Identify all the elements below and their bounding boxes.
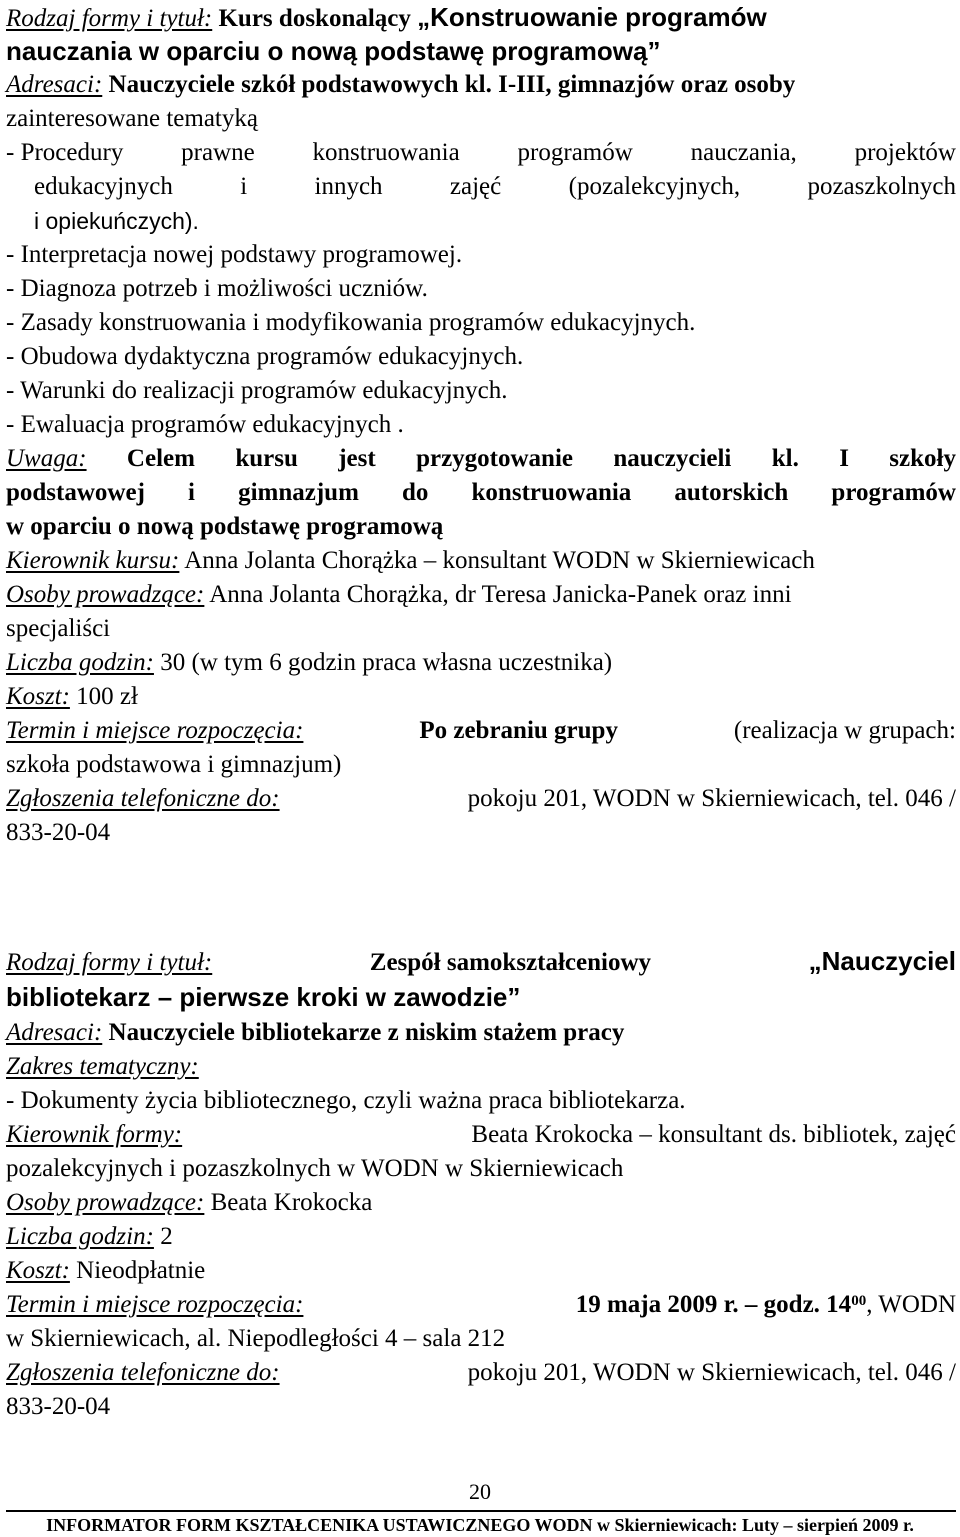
course2-start-place: , WODN bbox=[866, 1291, 956, 1318]
course1-note-line1 bbox=[6, 442, 956, 476]
course1-manager-value: Anna Jolanta Chorążka – konsultant WODN w Skierniewicach bbox=[184, 547, 815, 574]
word: nauczycieli bbox=[613, 445, 732, 472]
word: konstruowania bbox=[312, 139, 460, 166]
course2-leaders-label: Osoby prowadzące: bbox=[6, 1189, 205, 1216]
word: innych bbox=[314, 173, 383, 200]
course2-phone-value: pokoju 201, WODN w Skierniewicach, tel. 046 / bbox=[467, 1359, 956, 1386]
course2-title-line bbox=[6, 944, 956, 978]
section-gap bbox=[6, 850, 956, 944]
course2-cost-line bbox=[6, 1254, 956, 1288]
course1-hours-value: 30 (w tym 6 godzin praca własna uczestnika) bbox=[160, 649, 613, 676]
course1-leaders-line bbox=[6, 578, 956, 612]
page-number: 20 bbox=[469, 1479, 491, 1504]
course1-phone-value: pokoju 201, WODN w Skierniewicach, tel. 046 / bbox=[467, 785, 956, 812]
course2-start-line bbox=[6, 1288, 956, 1322]
course2-title-line2: bibliotekarz – pierwsze kroki w zawodzie” bbox=[6, 982, 521, 1012]
word: Celem bbox=[126, 445, 195, 472]
course1-start-line2: szkoła podstawowa i gimnazjum) bbox=[6, 751, 342, 778]
course2-leaders-line bbox=[6, 1186, 956, 1220]
word: jest bbox=[338, 445, 376, 472]
course1-topic-item1-line2 bbox=[6, 170, 956, 204]
course2-addressees-label: Adresaci: bbox=[6, 1019, 103, 1046]
word: (pozalekcyjnych, bbox=[568, 173, 741, 200]
course1-topic-item1-line3: i opiekuńczych). bbox=[34, 208, 199, 234]
course1-note-line2 bbox=[6, 476, 956, 510]
word: przygotowanie bbox=[416, 445, 573, 472]
word: gimnazjum bbox=[238, 479, 359, 506]
course1-topic-item1 bbox=[6, 136, 956, 170]
course1-topic-item: - Obudowa dydaktyczna programów edukacyjnych. bbox=[6, 343, 524, 370]
word: projektów bbox=[854, 139, 956, 166]
course1-topic-item: - Interpretacja nowej podstawy programowej. bbox=[6, 241, 463, 268]
course1-cost-value: 100 zł bbox=[76, 683, 138, 710]
word: pozaszkolnych bbox=[807, 173, 956, 200]
course1-cost-line bbox=[6, 680, 956, 714]
course1-phone-line bbox=[6, 782, 956, 816]
course1-hours-line bbox=[6, 646, 956, 680]
word: edukacyjnych bbox=[34, 173, 173, 200]
course2-start-line2: w Skierniewicach, al. Niepodległości 4 – sala 212 bbox=[6, 1325, 506, 1352]
course2-scope-item: - Dokumenty życia bibliotecznego, czyli ważna praca bibliotekarza. bbox=[6, 1087, 686, 1114]
course2-phone-line2: 833-20-04 bbox=[6, 1393, 111, 1420]
course2-scope-line bbox=[6, 1050, 956, 1084]
word: podstawowej bbox=[6, 479, 145, 506]
course2-title-prefix: Zespół samokształceniowy bbox=[369, 949, 652, 976]
course1-leaders-label: Osoby prowadzące: bbox=[6, 581, 205, 608]
course1-start-label: Termin i miejsce rozpoczęcia: bbox=[6, 717, 304, 744]
course1-title-prefix: Kurs doskonalący bbox=[218, 5, 411, 32]
course1-hours-label: Liczba godzin: bbox=[6, 649, 154, 676]
course1-start-line bbox=[6, 714, 956, 748]
course2-hours-value: 2 bbox=[160, 1223, 173, 1250]
course2-leaders-value: Beata Krokocka bbox=[210, 1189, 373, 1216]
footer-text: INFORMATOR FORM KSZTAŁCENIKA USTAWICZNEGO WODN w Skierniewicach: Luty – sierpień 2009 r. bbox=[46, 1515, 914, 1535]
course1-manager-line bbox=[6, 544, 956, 578]
word: konstruowania bbox=[471, 479, 632, 506]
course1-title-quote: „Konstruowanie programów bbox=[417, 2, 767, 32]
course2-manager-line bbox=[6, 1118, 956, 1152]
course2-manager-line2: pozalekcyjnych i pozaszkolnych w WODN w Skierniewicach bbox=[6, 1155, 624, 1182]
word: autorskich bbox=[674, 479, 789, 506]
course1-leaders-line2: specjaliści bbox=[6, 615, 111, 642]
word: - Procedury bbox=[6, 139, 124, 166]
course2-cost-label: Koszt: bbox=[6, 1257, 70, 1284]
word: i bbox=[240, 173, 248, 200]
footer-divider bbox=[6, 1510, 956, 1512]
course1-note-label: Uwaga: bbox=[6, 445, 87, 472]
word: prawne bbox=[181, 139, 255, 166]
course2-addressees-value: Nauczyciele bibliotekarze z niskim stażem pracy bbox=[108, 1019, 625, 1046]
course2-addressees-line bbox=[6, 1016, 956, 1050]
course1-start-rest: (realizacja w grupach: bbox=[733, 717, 956, 744]
course2-phone-line bbox=[6, 1356, 956, 1390]
course1-topic-item: - Ewaluacja programów edukacyjnych . bbox=[6, 411, 404, 438]
course1-manager-label: Kierownik kursu: bbox=[6, 547, 180, 574]
course2-title-quote: „Nauczyciel bbox=[808, 946, 956, 976]
course1-note-line3: w oparciu o nową podstawę programową bbox=[6, 513, 444, 540]
course2-start-superscript: 00 bbox=[851, 1293, 867, 1309]
course1-addressees-label: Adresaci: bbox=[6, 71, 103, 98]
course2-manager-label: Kierownik formy: bbox=[6, 1121, 183, 1148]
course1-topic-item: - Zasady konstruowania i modyfikowania programów edukacyjnych. bbox=[6, 309, 696, 336]
course2-manager-value: Beata Krokocka – konsultant ds. bibliotek, zajęć bbox=[471, 1121, 956, 1148]
course2-start-date: 19 maja 2009 r. – godz. 14 bbox=[575, 1291, 852, 1318]
word: i bbox=[188, 479, 195, 506]
course2-hours-label: Liczba godzin: bbox=[6, 1223, 154, 1250]
course2-title-label: Rodzaj formy i tytuł: bbox=[6, 949, 213, 976]
course1-addressees-line bbox=[6, 68, 956, 102]
course2-scope-label: Zakres tematyczny: bbox=[6, 1053, 199, 1080]
course1-cost-label: Koszt: bbox=[6, 683, 70, 710]
word: zajęć bbox=[449, 173, 502, 200]
course2-hours-line bbox=[6, 1220, 956, 1254]
word: kursu bbox=[235, 445, 298, 472]
course1-topic-item: - Warunki do realizacji programów edukacyjnych. bbox=[6, 377, 508, 404]
course1-addressees-line2: zainteresowane tematyką bbox=[6, 105, 258, 132]
word: kl. bbox=[771, 445, 799, 472]
course2-phone-label: Zgłoszenia telefoniczne do: bbox=[6, 1359, 280, 1386]
document-page bbox=[6, 0, 956, 1424]
course2-start-label: Termin i miejsce rozpoczęcia: bbox=[6, 1291, 304, 1318]
word: programów bbox=[831, 479, 956, 506]
word: szkoły bbox=[889, 445, 956, 472]
course1-phone-line2: 833-20-04 bbox=[6, 819, 111, 846]
course1-leaders-value: Anna Jolanta Chorążka, dr Teresa Janicka-Panek oraz inni bbox=[209, 581, 792, 608]
course1-start-value: Po zebraniu grupy bbox=[419, 717, 618, 744]
word: programów bbox=[517, 139, 633, 166]
word: do bbox=[402, 479, 429, 506]
course1-title-line bbox=[6, 0, 956, 34]
word: I bbox=[839, 445, 849, 472]
course1-phone-label: Zgłoszenia telefoniczne do: bbox=[6, 785, 280, 812]
course1-addressees-value: Nauczyciele szkół podstawowych kl. I-III, gimnazjów oraz osoby bbox=[108, 71, 796, 98]
course1-title-line2: nauczania w oparciu o nową podstawę programową” bbox=[6, 36, 661, 66]
course1-title-label: Rodzaj formy i tytuł: bbox=[6, 5, 213, 32]
course2-cost-value: Nieodpłatnie bbox=[76, 1257, 206, 1284]
word: nauczania, bbox=[690, 139, 797, 166]
course1-topic-item: - Diagnoza potrzeb i możliwości uczniów. bbox=[6, 275, 428, 302]
